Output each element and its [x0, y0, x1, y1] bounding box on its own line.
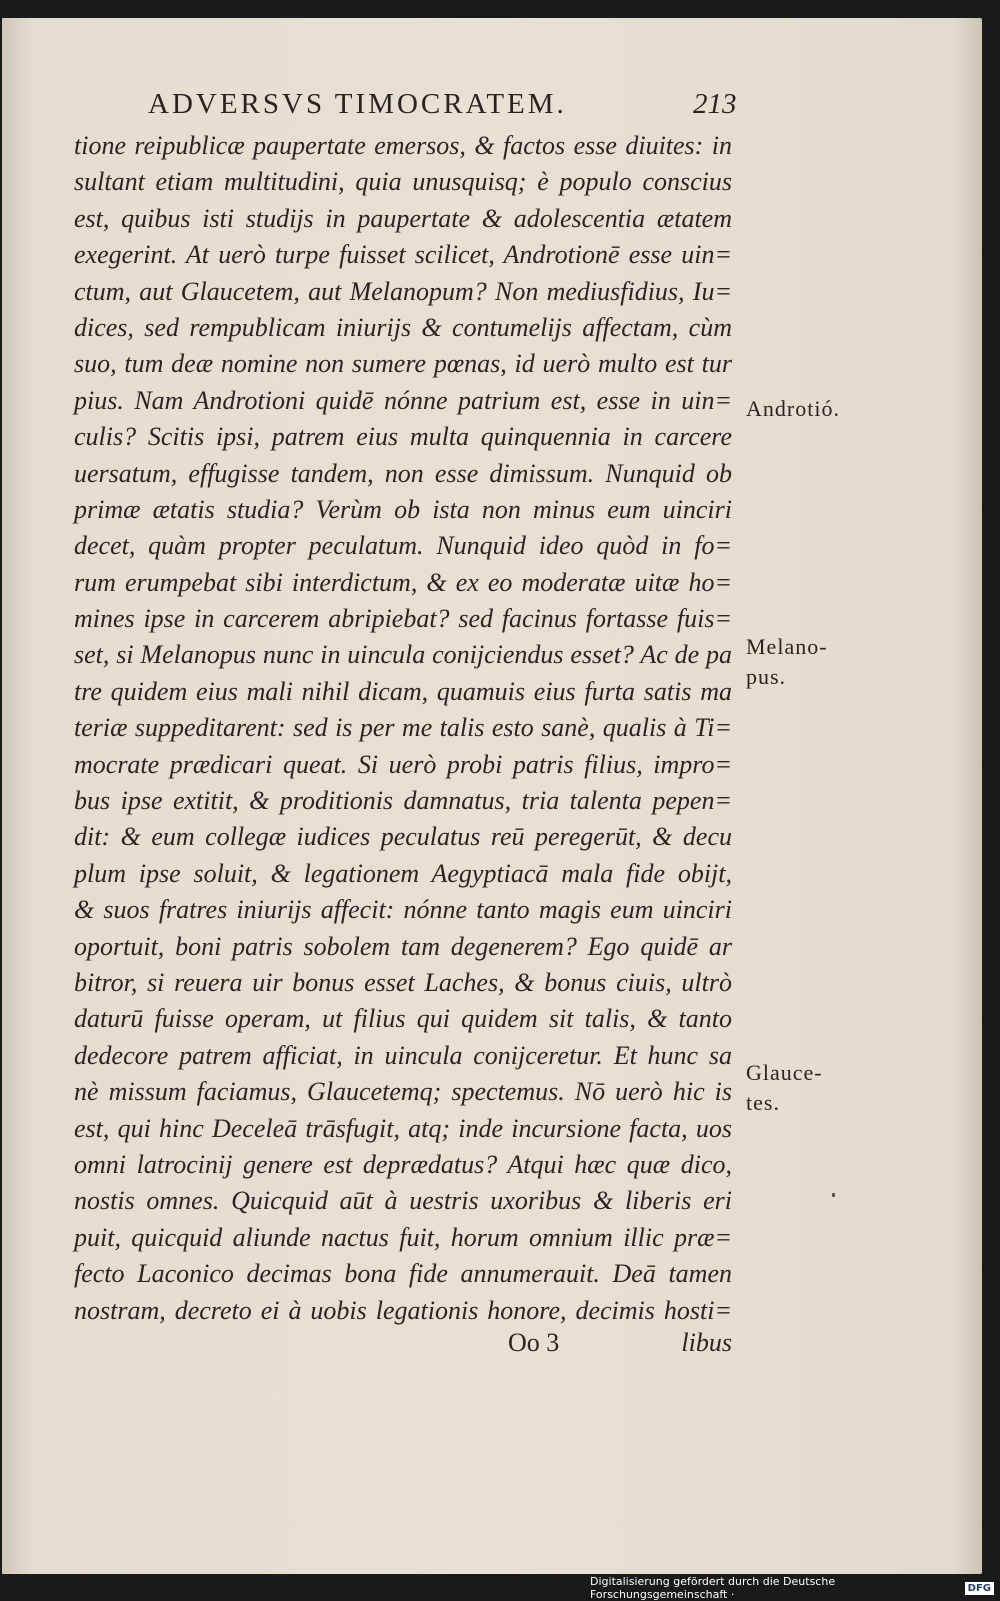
- text-line: dedecore patrem afficiat, in uincula conijceretur. Et hunc sa: [74, 1040, 732, 1070]
- margin-note-line: Melano-: [746, 634, 828, 659]
- ink-speck: [832, 1193, 835, 1197]
- credit-text: Digitalisierung gefördert durch die Deutsche Forschungsgemeinschaft ·: [590, 1575, 836, 1601]
- signature-mark: Oo 3: [508, 1328, 560, 1357]
- margin-note-melanopus: [746, 632, 828, 692]
- main-text-block: [74, 128, 754, 1329]
- margin-note-line: pus.: [746, 664, 787, 689]
- margin-note-glaucetes: [746, 1058, 823, 1118]
- text-line: nostis omnes. Quicquid aūt à uestris uxoribus & liberis eri: [74, 1186, 732, 1216]
- page-footer: [74, 1328, 732, 1364]
- catchword: libus: [681, 1328, 732, 1357]
- text-line: pius. Nam Androtioni quidē nónne patrium est, esse in uin=: [74, 385, 732, 415]
- dfg-logo-icon: DFG: [965, 1582, 994, 1595]
- text-line: nè missum faciamus, Glaucetemq; spectemus. Nō uerò hic is: [74, 1077, 732, 1107]
- text-line: oportuit, boni patris sobolem tam degenerem? Ego quidē ar: [74, 931, 732, 961]
- text-line: dices, sed rempublicam iniurijs & contumelijs affectam, cùm: [74, 312, 732, 342]
- text-line: primæ ætatis studia? Verùm ob ista non minus eum uinciri: [74, 494, 732, 524]
- margin-note-androtio: [746, 394, 840, 424]
- running-title: ADVERSVS TIMOCRATEM.: [148, 88, 567, 120]
- margin-note-line: Androtió.: [746, 396, 840, 421]
- text-line: daturū fuisse operam, ut filius qui quidem sit talis, & tanto: [74, 1004, 732, 1034]
- text-line: tre quidem eius mali nihil dicam, quamuis eius furta satis ma: [74, 676, 732, 706]
- text-line: suo, tum deæ nomine non sumere pœnas, id uerò multo est tur: [74, 349, 732, 379]
- text-line: dit: & eum collegæ iudices peculatus reū peregerūt, & decu: [74, 822, 732, 852]
- text-line: omni latrocinij genere est deprædatus? Atqui hæc quæ dico,: [74, 1149, 732, 1179]
- text-line: tione reipublicæ paupertate emersos, & factos esse diuites: in: [74, 131, 732, 160]
- text-line: rum erumpebat sibi interdictum, & ex eo moderatæ uitæ ho=: [74, 567, 732, 597]
- page-number: 213: [693, 88, 737, 120]
- text-line: decet, quàm propter peculatum. Nunquid ideo quòd in fo=: [74, 531, 732, 561]
- text-line: culis? Scitis ipsi, patrem eius multa quinquennia in carcere: [74, 422, 732, 452]
- text-line: est, qui hinc Deceleā trāsfugit, atq; inde incursione facta, uos: [74, 1113, 732, 1143]
- text-line: set, si Melanopus nunc in uincula conijciendus esset? Ac de pa: [74, 640, 732, 670]
- text-line: teriæ suppeditarent: sed is per me talis esto sanè, qualis à Ti=: [74, 713, 732, 743]
- text-line: plum ipse soluit, & legationem Aegyptiacā mala fide obijt,: [74, 858, 732, 888]
- text-line: exegerint. At uerò turpe fuisset scilicet, Androtionē esse uin=: [74, 240, 732, 270]
- digitization-credit: [590, 1575, 998, 1601]
- margin-note-line: tes.: [746, 1090, 780, 1115]
- text-line: sultant etiam multitudini, quia unusquisq; è populo conscius: [74, 167, 732, 197]
- text-line: mines ipse in carcerem abripiebat? sed facinus fortasse fuis=: [74, 604, 732, 634]
- text-line: uersatum, effugisse tandem, non esse dimissum. Nunquid ob: [74, 458, 732, 488]
- text-line: fecto Laconico decimas bona fide annumerauit. Deā tamen: [74, 1259, 732, 1289]
- text-line: bitror, si reuera uir bonus esset Laches, & bonus ciuis, ultrò: [74, 967, 732, 997]
- text-line: bus ipse extitit, & proditionis damnatus, tria talenta pepen=: [74, 786, 732, 816]
- text-line: puit, quicquid aliunde nactus fuit, horum omnium illic præ=: [74, 1222, 732, 1252]
- text-line: nostram, decreto ei à uobis legationis honore, decimis hosti=: [74, 1295, 732, 1325]
- text-line: est, quibus isti studijs in paupertate & adolescentia ætatem: [74, 203, 732, 233]
- text-line: & suos fratres iniurijs affecit: nónne tanto magis eum uinciri: [74, 895, 732, 925]
- margin-note-line: Glauce-: [746, 1060, 823, 1085]
- text-line: mocrate prædicari queat. Si uerò probi patris filius, impro=: [74, 749, 732, 779]
- text-line: ctum, aut Glaucetem, aut Melanopum? Non mediusfidius, Iu=: [74, 276, 732, 306]
